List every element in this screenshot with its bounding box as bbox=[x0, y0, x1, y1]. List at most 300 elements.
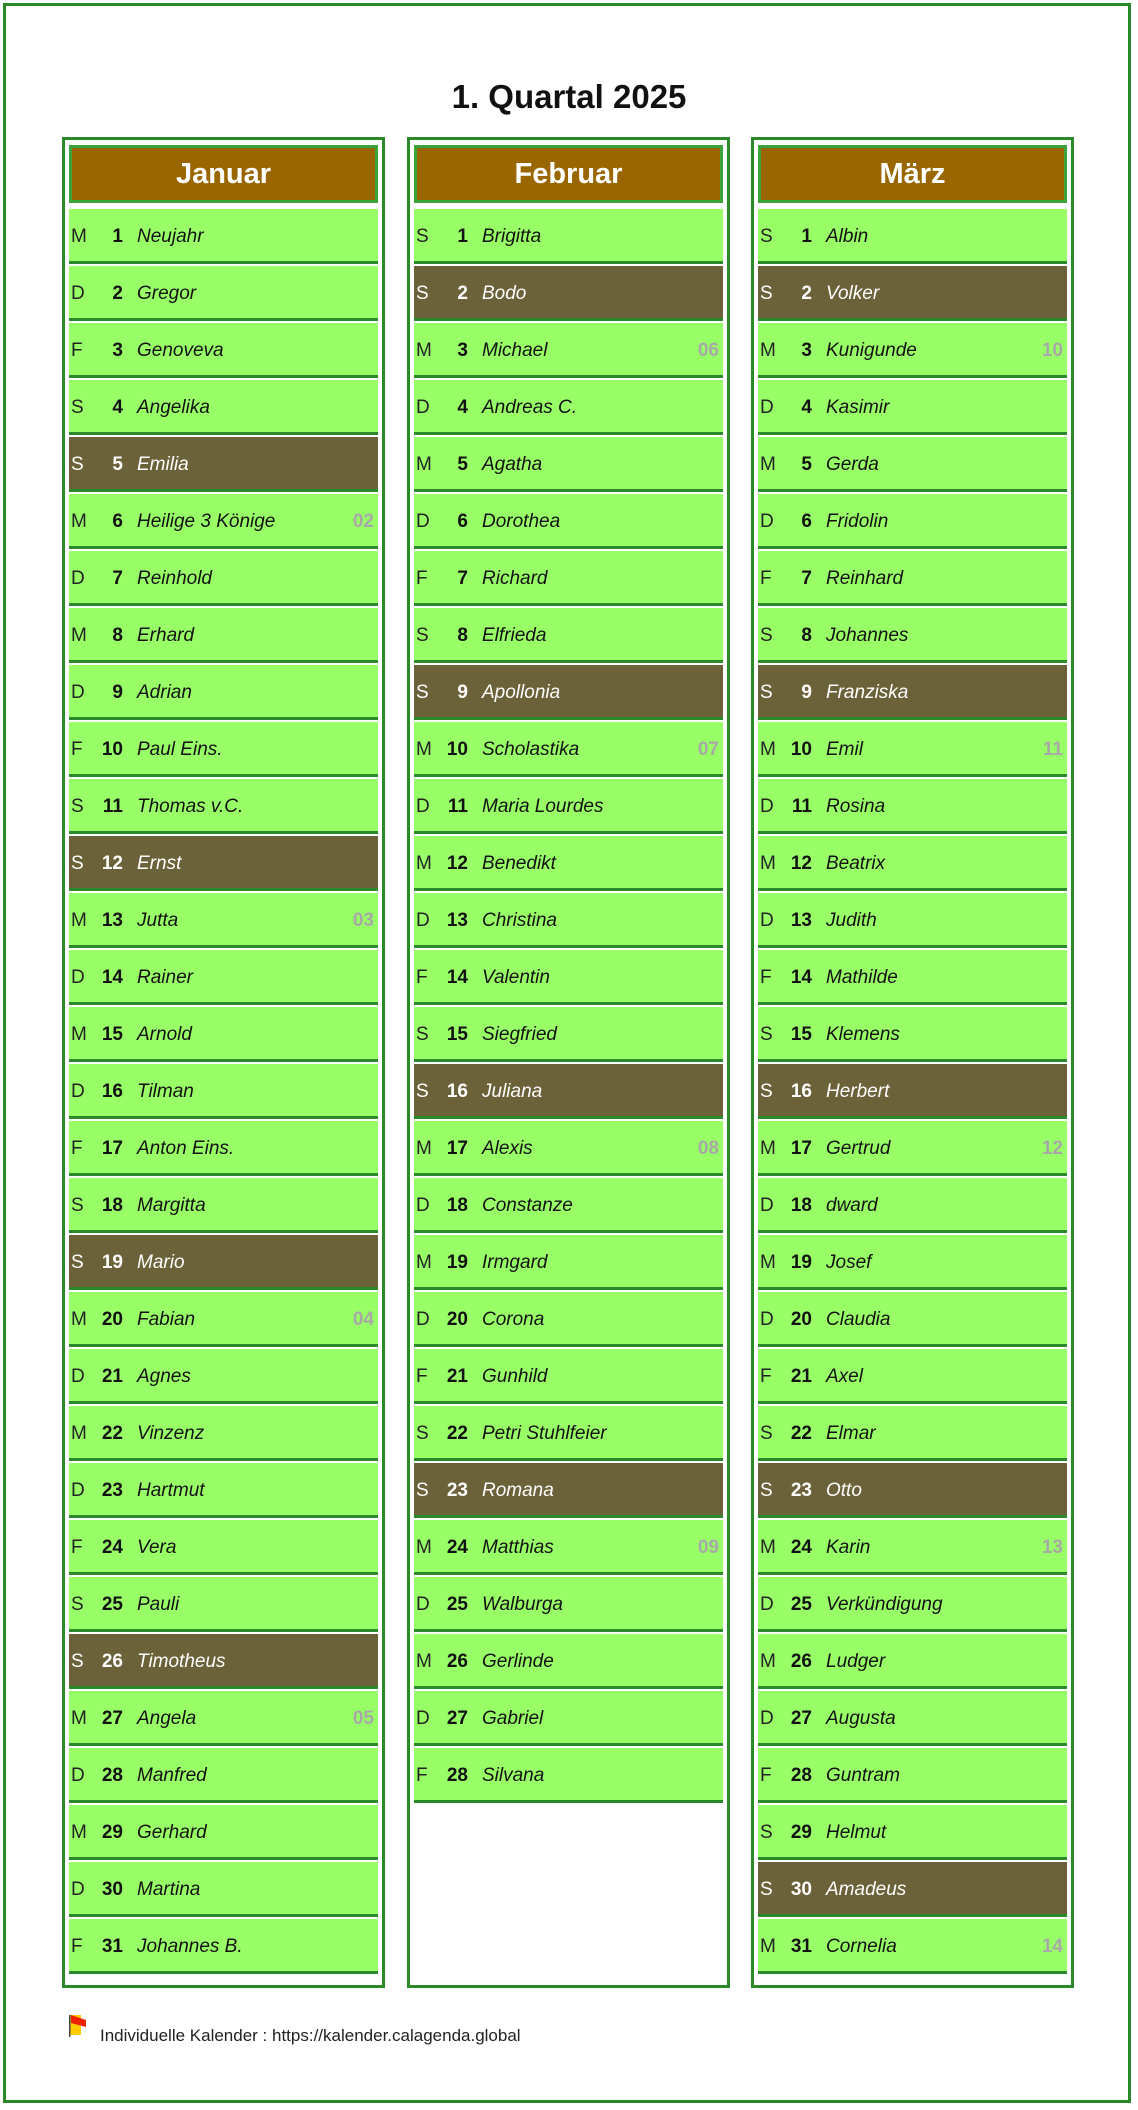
name-day: Tilman bbox=[137, 1081, 194, 1102]
day-number: 13 bbox=[446, 910, 468, 931]
weekday-letter: D bbox=[760, 397, 774, 418]
day-row bbox=[414, 1577, 723, 1632]
name-day: Richard bbox=[482, 568, 548, 589]
day-number: 30 bbox=[101, 1879, 123, 1900]
weekday-letter: F bbox=[71, 1936, 83, 1957]
day-row bbox=[414, 437, 723, 492]
weekday-letter: S bbox=[416, 283, 429, 304]
day-number: 21 bbox=[101, 1366, 123, 1387]
weekday-letter: S bbox=[760, 226, 773, 247]
name-day: Gerda bbox=[826, 454, 879, 475]
day-number: 25 bbox=[790, 1594, 812, 1615]
day-number: 28 bbox=[790, 1765, 812, 1786]
day-row bbox=[758, 722, 1067, 777]
name-day: Silvana bbox=[482, 1765, 545, 1786]
weekday-letter: S bbox=[416, 1423, 429, 1444]
name-day: Scholastika bbox=[482, 739, 580, 760]
name-day: Walburga bbox=[482, 1594, 563, 1615]
day-number: 14 bbox=[446, 967, 468, 988]
day-number: 7 bbox=[457, 568, 468, 589]
name-day: Thomas v.C. bbox=[137, 796, 244, 817]
name-day: Agatha bbox=[482, 454, 543, 475]
day-number: 12 bbox=[446, 853, 468, 874]
weekday-letter: S bbox=[71, 1594, 84, 1615]
day-row bbox=[414, 1520, 723, 1575]
day-number: 18 bbox=[446, 1195, 468, 1216]
weekday-letter: D bbox=[760, 1195, 774, 1216]
weekday-letter: S bbox=[760, 1081, 773, 1102]
day-number: 2 bbox=[112, 283, 123, 304]
day-number: 20 bbox=[446, 1309, 468, 1330]
day-row bbox=[758, 836, 1067, 891]
name-day: Michael bbox=[482, 340, 548, 361]
weekday-letter: D bbox=[416, 397, 430, 418]
day-row bbox=[758, 1292, 1067, 1347]
day-row bbox=[414, 779, 723, 834]
day-row bbox=[758, 1634, 1067, 1689]
day-row bbox=[758, 893, 1067, 948]
weekday-letter: M bbox=[760, 853, 776, 874]
name-day: Dorothea bbox=[482, 511, 561, 532]
week-number: 06 bbox=[697, 340, 719, 361]
month-februar bbox=[407, 137, 730, 1988]
day-number: 26 bbox=[101, 1651, 123, 1672]
day-number: 12 bbox=[790, 853, 812, 874]
weekday-letter: M bbox=[760, 739, 776, 760]
day-number: 28 bbox=[446, 1765, 468, 1786]
name-day: Franziska bbox=[826, 682, 909, 703]
name-day: Elfrieda bbox=[482, 625, 547, 646]
weekday-letter: S bbox=[760, 1879, 773, 1900]
weekday-letter: M bbox=[760, 340, 776, 361]
weekday-letter: S bbox=[416, 1081, 429, 1102]
page-title: 1. Quartal 2025 bbox=[451, 78, 687, 115]
day-row bbox=[69, 494, 378, 549]
day-row bbox=[69, 1463, 378, 1518]
week-number: 05 bbox=[352, 1708, 374, 1729]
week-number: 02 bbox=[352, 511, 374, 532]
day-number: 20 bbox=[101, 1309, 123, 1330]
weekday-letter: D bbox=[71, 967, 85, 988]
day-number: 16 bbox=[790, 1081, 812, 1102]
day-number: 18 bbox=[101, 1195, 123, 1216]
day-number: 17 bbox=[446, 1138, 468, 1159]
name-day: Petri Stuhlfeier bbox=[482, 1423, 607, 1444]
day-number: 17 bbox=[101, 1138, 123, 1159]
day-number: 24 bbox=[446, 1537, 468, 1558]
day-number: 28 bbox=[101, 1765, 123, 1786]
name-day: Manfred bbox=[137, 1765, 207, 1786]
day-row bbox=[758, 1520, 1067, 1575]
day-row bbox=[758, 665, 1067, 720]
day-row bbox=[414, 722, 723, 777]
day-number: 2 bbox=[457, 283, 468, 304]
weekday-letter: M bbox=[71, 1423, 87, 1444]
day-number: 11 bbox=[102, 796, 123, 817]
name-day: Cornelia bbox=[826, 1936, 897, 1957]
name-day: Agnes bbox=[137, 1366, 191, 1387]
name-day: Gunhild bbox=[482, 1366, 548, 1387]
weekday-letter: D bbox=[760, 796, 774, 817]
name-day: Emil bbox=[826, 739, 863, 760]
day-number: 22 bbox=[790, 1423, 812, 1444]
day-number: 19 bbox=[446, 1252, 468, 1273]
name-day: Pauli bbox=[137, 1594, 180, 1615]
month-januar bbox=[62, 137, 385, 1988]
weekday-letter: D bbox=[760, 1594, 774, 1615]
day-row bbox=[69, 1235, 378, 1290]
name-day: Verkündigung bbox=[826, 1594, 943, 1615]
name-day: Volker bbox=[826, 283, 880, 304]
weekday-letter: F bbox=[760, 568, 772, 589]
day-number: 15 bbox=[790, 1024, 812, 1045]
day-number: 5 bbox=[801, 454, 812, 475]
day-row bbox=[414, 893, 723, 948]
day-row bbox=[414, 1463, 723, 1518]
day-number: 3 bbox=[457, 340, 468, 361]
weekday-letter: F bbox=[760, 1765, 772, 1786]
name-day: Angela bbox=[137, 1708, 197, 1729]
day-number: 29 bbox=[101, 1822, 123, 1843]
weekday-letter: S bbox=[760, 1480, 773, 1501]
day-number: 20 bbox=[790, 1309, 812, 1330]
weekday-letter: M bbox=[71, 226, 87, 247]
day-row bbox=[758, 209, 1067, 264]
weekday-letter: D bbox=[71, 568, 85, 589]
weekday-letter: F bbox=[71, 1537, 83, 1558]
day-number: 7 bbox=[801, 568, 812, 589]
weekday-letter: F bbox=[416, 568, 428, 589]
weekday-letter: F bbox=[416, 1366, 428, 1387]
day-row bbox=[758, 551, 1067, 606]
footer-text: Individuelle Kalender : https://kalender.calagenda.global bbox=[100, 2026, 521, 2045]
day-number: 26 bbox=[446, 1651, 468, 1672]
weekday-letter: D bbox=[71, 1081, 85, 1102]
month-header: Januar bbox=[69, 145, 378, 203]
week-number: 13 bbox=[1041, 1537, 1063, 1558]
day-number: 9 bbox=[457, 682, 468, 703]
weekday-letter: D bbox=[416, 1708, 430, 1729]
name-day: Herbert bbox=[826, 1081, 890, 1102]
day-row bbox=[414, 665, 723, 720]
day-row bbox=[414, 836, 723, 891]
day-row bbox=[69, 1634, 378, 1689]
day-row bbox=[758, 266, 1067, 321]
day-row bbox=[414, 950, 723, 1005]
day-number: 17 bbox=[790, 1138, 812, 1159]
day-number: 9 bbox=[801, 682, 812, 703]
weekday-letter: M bbox=[416, 739, 432, 760]
day-row bbox=[414, 209, 723, 264]
day-number: 31 bbox=[790, 1936, 812, 1957]
weekday-letter: S bbox=[416, 1480, 429, 1501]
day-row bbox=[758, 1748, 1067, 1803]
day-number: 8 bbox=[112, 625, 123, 646]
name-day: Fabian bbox=[137, 1309, 196, 1330]
weekday-letter: D bbox=[71, 1366, 85, 1387]
day-number: 29 bbox=[790, 1822, 812, 1843]
name-day: Gerlinde bbox=[482, 1651, 554, 1672]
day-number: 23 bbox=[446, 1480, 468, 1501]
week-number: 03 bbox=[352, 910, 374, 931]
day-number: 8 bbox=[801, 625, 812, 646]
name-day: Fridolin bbox=[826, 511, 889, 532]
week-number: 07 bbox=[697, 739, 719, 760]
name-day: Benedikt bbox=[482, 853, 556, 874]
weekday-letter: M bbox=[71, 511, 87, 532]
weekday-letter: M bbox=[760, 454, 776, 475]
weekday-letter: D bbox=[71, 682, 85, 703]
weekday-letter: D bbox=[71, 1765, 85, 1786]
weekday-letter: M bbox=[416, 340, 432, 361]
day-row bbox=[414, 1178, 723, 1233]
day-number: 27 bbox=[101, 1708, 123, 1729]
day-number: 4 bbox=[112, 397, 123, 418]
name-day: Vera bbox=[137, 1537, 177, 1558]
day-number: 1 bbox=[801, 226, 812, 247]
name-day: Claudia bbox=[826, 1309, 891, 1330]
weekday-letter: S bbox=[416, 682, 429, 703]
name-day: Maria Lourdes bbox=[482, 796, 604, 817]
weekday-letter: S bbox=[71, 1252, 84, 1273]
name-day: Martina bbox=[137, 1879, 201, 1900]
weekday-letter: S bbox=[760, 283, 773, 304]
week-number: 08 bbox=[697, 1138, 719, 1159]
day-row bbox=[69, 1349, 378, 1404]
weekday-letter: M bbox=[71, 1024, 87, 1045]
day-number: 16 bbox=[446, 1081, 468, 1102]
name-day: Angelika bbox=[137, 397, 210, 418]
day-number: 9 bbox=[112, 682, 123, 703]
weekday-letter: S bbox=[760, 625, 773, 646]
name-day: dward bbox=[826, 1195, 878, 1216]
month-header: Februar bbox=[414, 145, 723, 203]
weekday-letter: M bbox=[71, 1822, 87, 1843]
name-day: Amadeus bbox=[826, 1879, 907, 1900]
day-number: 2 bbox=[801, 283, 812, 304]
day-row bbox=[69, 665, 378, 720]
week-number: 12 bbox=[1041, 1138, 1063, 1159]
weekday-letter: M bbox=[416, 853, 432, 874]
day-number: 16 bbox=[101, 1081, 123, 1102]
name-day: Jutta bbox=[137, 910, 179, 931]
name-day: Augusta bbox=[826, 1708, 896, 1729]
day-row bbox=[69, 380, 378, 435]
weekday-letter: S bbox=[760, 1822, 773, 1843]
name-day: Valentin bbox=[482, 967, 550, 988]
day-row bbox=[758, 1577, 1067, 1632]
weekday-letter: S bbox=[416, 226, 429, 247]
day-row bbox=[69, 323, 378, 378]
weekday-letter: S bbox=[71, 397, 84, 418]
day-row bbox=[414, 608, 723, 663]
name-day: Apollonia bbox=[482, 682, 561, 703]
day-number: 27 bbox=[446, 1708, 468, 1729]
weekday-letter: D bbox=[416, 1309, 430, 1330]
day-row bbox=[414, 1292, 723, 1347]
day-number: 27 bbox=[790, 1708, 812, 1729]
name-day: Karin bbox=[826, 1537, 871, 1558]
day-number: 1 bbox=[112, 226, 123, 247]
weekday-letter: S bbox=[760, 1024, 773, 1045]
name-day: Ludger bbox=[826, 1651, 886, 1672]
name-day: Hartmut bbox=[137, 1480, 205, 1501]
name-day: Guntram bbox=[826, 1765, 900, 1786]
name-day: Arnold bbox=[137, 1024, 192, 1045]
day-row bbox=[414, 323, 723, 378]
weekday-letter: M bbox=[416, 454, 432, 475]
day-row bbox=[758, 323, 1067, 378]
name-day: Alexis bbox=[482, 1138, 533, 1159]
week-number: 14 bbox=[1041, 1936, 1063, 1957]
name-day: Mario bbox=[137, 1252, 185, 1273]
day-number: 15 bbox=[446, 1024, 468, 1045]
day-number: 18 bbox=[790, 1195, 812, 1216]
name-day: Romana bbox=[482, 1480, 554, 1501]
day-row bbox=[69, 1862, 378, 1917]
week-number: 11 bbox=[1042, 739, 1063, 760]
weekday-letter: S bbox=[760, 682, 773, 703]
day-row bbox=[69, 1064, 378, 1119]
day-row bbox=[69, 1121, 378, 1176]
day-row bbox=[758, 1691, 1067, 1746]
day-number: 14 bbox=[790, 967, 812, 988]
weekday-letter: D bbox=[416, 910, 430, 931]
name-day: Matthias bbox=[482, 1537, 554, 1558]
name-day: Neujahr bbox=[137, 226, 204, 247]
name-day: Bodo bbox=[482, 283, 527, 304]
day-row bbox=[69, 1577, 378, 1632]
weekday-letter: S bbox=[760, 1423, 773, 1444]
day-number: 24 bbox=[790, 1537, 812, 1558]
day-row bbox=[69, 608, 378, 663]
day-number: 15 bbox=[101, 1024, 123, 1045]
name-day: Beatrix bbox=[826, 853, 886, 874]
day-row bbox=[758, 1235, 1067, 1290]
day-row bbox=[758, 950, 1067, 1005]
day-row bbox=[69, 1007, 378, 1062]
day-row bbox=[758, 1805, 1067, 1860]
name-day: Timotheus bbox=[137, 1651, 226, 1672]
weekday-letter: F bbox=[416, 1765, 428, 1786]
day-row bbox=[69, 893, 378, 948]
day-row bbox=[414, 1007, 723, 1062]
name-day: Kunigunde bbox=[826, 340, 917, 361]
day-row bbox=[414, 1406, 723, 1461]
day-number: 19 bbox=[101, 1252, 123, 1273]
day-row bbox=[758, 1064, 1067, 1119]
day-row bbox=[758, 1007, 1067, 1062]
day-number: 10 bbox=[101, 739, 123, 760]
name-day: Irmgard bbox=[482, 1252, 548, 1273]
name-day: Heilige 3 Könige bbox=[137, 511, 276, 532]
name-day: Erhard bbox=[137, 625, 195, 646]
name-day: Andreas C. bbox=[482, 397, 578, 418]
weekday-letter: D bbox=[760, 511, 774, 532]
day-row bbox=[758, 1919, 1067, 1974]
day-number: 22 bbox=[446, 1423, 468, 1444]
weekday-letter: D bbox=[416, 796, 430, 817]
day-row bbox=[69, 1748, 378, 1803]
name-day: Gerhard bbox=[137, 1822, 207, 1843]
name-day: Rosina bbox=[826, 796, 886, 817]
weekday-letter: M bbox=[416, 1138, 432, 1159]
day-number: 4 bbox=[801, 397, 812, 418]
day-number: 19 bbox=[790, 1252, 812, 1273]
name-day: Siegfried bbox=[482, 1024, 557, 1045]
week-number: 04 bbox=[352, 1309, 374, 1330]
day-number: 13 bbox=[790, 910, 812, 931]
weekday-letter: S bbox=[71, 796, 84, 817]
weekday-letter: D bbox=[71, 1879, 85, 1900]
day-row bbox=[414, 1121, 723, 1176]
name-day: Klemens bbox=[826, 1024, 900, 1045]
day-row bbox=[414, 1064, 723, 1119]
day-row bbox=[758, 1349, 1067, 1404]
day-number: 4 bbox=[457, 397, 468, 418]
day-row bbox=[69, 950, 378, 1005]
day-number: 6 bbox=[801, 511, 812, 532]
weekday-letter: D bbox=[71, 1480, 85, 1501]
weekday-letter: M bbox=[760, 1252, 776, 1273]
name-day: Paul Eins. bbox=[137, 739, 223, 760]
weekday-letter: D bbox=[760, 1708, 774, 1729]
name-day: Anton Eins. bbox=[137, 1138, 235, 1159]
name-day: Christina bbox=[482, 910, 557, 931]
name-day: Mathilde bbox=[826, 967, 898, 988]
weekday-letter: F bbox=[71, 1138, 83, 1159]
name-day: Rainer bbox=[137, 967, 193, 988]
day-row bbox=[758, 1463, 1067, 1518]
day-row bbox=[69, 1178, 378, 1233]
name-day: Albin bbox=[826, 226, 869, 247]
name-day: Genoveva bbox=[137, 340, 224, 361]
day-number: 6 bbox=[112, 511, 123, 532]
day-number: 1 bbox=[457, 226, 468, 247]
name-day: Johannes B. bbox=[137, 1936, 243, 1957]
day-number: 21 bbox=[790, 1366, 812, 1387]
name-day: Otto bbox=[826, 1480, 862, 1501]
day-number: 11 bbox=[791, 796, 812, 817]
weekday-letter: M bbox=[416, 1651, 432, 1672]
day-row bbox=[69, 836, 378, 891]
weekday-letter: F bbox=[416, 967, 428, 988]
day-row bbox=[69, 209, 378, 264]
day-number: 23 bbox=[790, 1480, 812, 1501]
day-row bbox=[69, 1406, 378, 1461]
day-row bbox=[758, 494, 1067, 549]
day-row bbox=[69, 437, 378, 492]
weekday-letter: S bbox=[71, 1651, 84, 1672]
day-row bbox=[69, 1292, 378, 1347]
day-row bbox=[69, 551, 378, 606]
day-row bbox=[414, 1748, 723, 1803]
day-row bbox=[69, 722, 378, 777]
day-number: 3 bbox=[112, 340, 123, 361]
day-row bbox=[414, 551, 723, 606]
name-day: Brigitta bbox=[482, 226, 542, 247]
name-day: Gregor bbox=[137, 283, 197, 304]
day-row bbox=[414, 1235, 723, 1290]
calendar-logo-icon bbox=[66, 2013, 90, 2037]
day-number: 22 bbox=[101, 1423, 123, 1444]
weekday-letter: S bbox=[416, 1024, 429, 1045]
month-maerz bbox=[751, 137, 1074, 1988]
day-number: 21 bbox=[446, 1366, 468, 1387]
weekday-letter: F bbox=[71, 739, 83, 760]
day-number: 10 bbox=[790, 739, 812, 760]
name-day: Kasimir bbox=[826, 397, 890, 418]
